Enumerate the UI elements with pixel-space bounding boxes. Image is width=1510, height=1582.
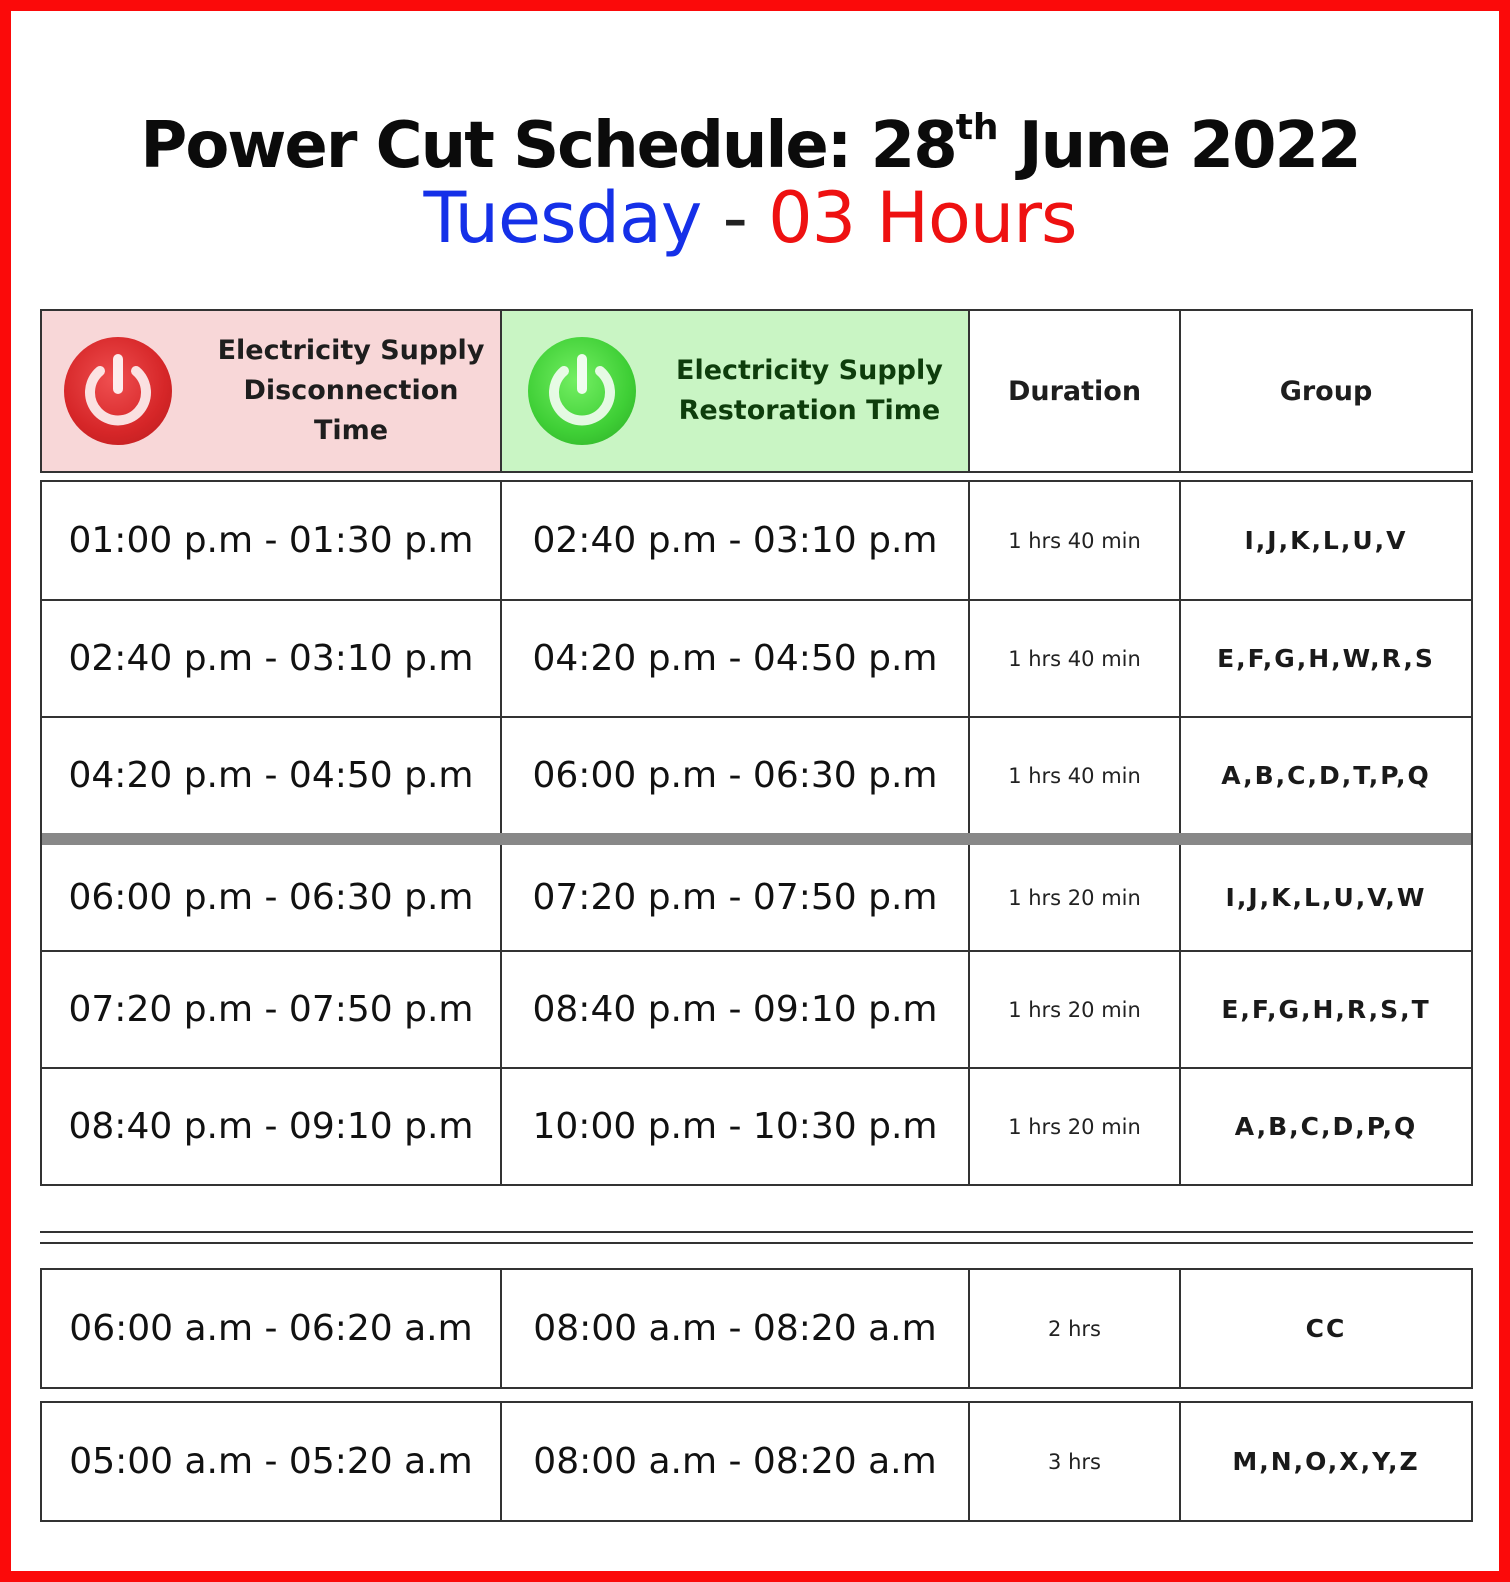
table-row bbox=[42, 1270, 1471, 1387]
disconnection-cell bbox=[42, 1270, 500, 1387]
duration-value: 3 hrs bbox=[1048, 1449, 1101, 1474]
disconnection-time: 06:00 a.m - 06:20 a.m bbox=[69, 1308, 473, 1349]
table-row bbox=[42, 482, 1471, 599]
restoration-time: 08:00 a.m - 08:20 a.m bbox=[533, 1308, 937, 1349]
restoration-time: 02:40 p.m - 03:10 p.m bbox=[532, 520, 938, 561]
restoration-label-line2: Restoration Time bbox=[678, 395, 941, 426]
duration-cell bbox=[968, 718, 1179, 833]
duration-value: 1 hrs 20 min bbox=[1008, 997, 1141, 1022]
group-cell bbox=[1179, 1069, 1471, 1184]
header-duration bbox=[968, 311, 1179, 471]
restoration-label bbox=[676, 351, 943, 431]
duration-value: 1 hrs 20 min bbox=[1008, 1114, 1141, 1139]
header-row bbox=[42, 311, 1471, 471]
table-row bbox=[42, 1403, 1471, 1520]
table-row bbox=[42, 833, 1471, 950]
duration-value: 2 hrs bbox=[1048, 1316, 1101, 1341]
restoration-cell bbox=[500, 1069, 968, 1184]
power-on-green-icon bbox=[528, 337, 636, 445]
title-suffix: June 2022 bbox=[998, 109, 1360, 183]
disconnection-cell bbox=[42, 845, 500, 950]
disconnection-cell bbox=[42, 601, 500, 716]
group-cell bbox=[1179, 718, 1471, 833]
duration-cell bbox=[968, 1403, 1179, 1520]
restoration-time: 08:40 p.m - 09:10 p.m bbox=[532, 989, 938, 1030]
schedule-header bbox=[40, 309, 1473, 473]
restoration-cell bbox=[500, 718, 968, 833]
duration-cell bbox=[968, 1270, 1179, 1387]
page-title bbox=[0, 86, 1500, 188]
header-restoration-time bbox=[500, 311, 968, 471]
restoration-cell bbox=[500, 1270, 968, 1387]
duration-value: 1 hrs 40 min bbox=[1008, 763, 1141, 788]
table-row bbox=[42, 599, 1471, 716]
group-value: I,J,K,L,U,V,W bbox=[1225, 883, 1427, 912]
disconnection-time: 05:00 a.m - 05:20 a.m bbox=[69, 1441, 473, 1482]
restoration-time: 04:20 p.m - 04:50 p.m bbox=[532, 638, 938, 679]
disconnection-time: 02:40 p.m - 03:10 p.m bbox=[68, 638, 474, 679]
group-cell bbox=[1179, 845, 1471, 950]
group-value: CC bbox=[1305, 1314, 1347, 1343]
duration-cell bbox=[968, 952, 1179, 1067]
disconnection-label-line1: Electricity Supply bbox=[217, 335, 485, 366]
header-disconnection-time bbox=[42, 311, 500, 471]
disconnection-cell bbox=[42, 1069, 500, 1184]
duration-cell bbox=[968, 1069, 1179, 1184]
page-subtitle bbox=[0, 176, 1500, 260]
table-row bbox=[42, 1067, 1471, 1184]
group-value: A,B,C,D,P,Q bbox=[1234, 1112, 1418, 1141]
section-divider bbox=[40, 1231, 1473, 1233]
power-off-red-icon bbox=[64, 337, 172, 445]
group-value: A,B,C,D,T,P,Q bbox=[1221, 761, 1431, 790]
restoration-cell bbox=[500, 952, 968, 1067]
restoration-time: 07:20 p.m - 07:50 p.m bbox=[532, 877, 938, 918]
group-cell bbox=[1179, 601, 1471, 716]
duration-label: Duration bbox=[1007, 375, 1142, 407]
duration-cell bbox=[968, 845, 1179, 950]
table-row bbox=[42, 950, 1471, 1067]
group-cell bbox=[1179, 1403, 1471, 1520]
restoration-cell bbox=[500, 482, 968, 599]
disconnection-time: 06:00 p.m - 06:30 p.m bbox=[68, 877, 474, 918]
disconnection-label-line2: Disconnection Time bbox=[243, 375, 459, 446]
disconnection-cell bbox=[42, 952, 500, 1067]
disconnection-cell bbox=[42, 1403, 500, 1520]
restoration-cell bbox=[500, 601, 968, 716]
disconnection-cell bbox=[42, 482, 500, 599]
restoration-time: 10:00 p.m - 10:30 p.m bbox=[532, 1106, 938, 1147]
subtitle-separator: - bbox=[701, 177, 769, 259]
header-group bbox=[1179, 311, 1471, 471]
restoration-time: 08:00 a.m - 08:20 a.m bbox=[533, 1441, 937, 1482]
extra-schedule-table bbox=[40, 1401, 1473, 1522]
restoration-label-line1: Electricity Supply bbox=[676, 355, 943, 386]
duration-value: 1 hrs 40 min bbox=[1008, 646, 1141, 671]
title-prefix: Power Cut Schedule: 28 bbox=[140, 109, 956, 183]
subtitle-hours: 03 Hours bbox=[768, 177, 1077, 259]
restoration-cell bbox=[500, 1403, 968, 1520]
duration-value: 1 hrs 40 min bbox=[1008, 528, 1141, 553]
disconnection-time: 01:00 p.m - 01:30 p.m bbox=[68, 520, 474, 561]
duration-cell bbox=[968, 601, 1179, 716]
disconnection-cell bbox=[42, 718, 500, 833]
disconnection-label bbox=[202, 331, 500, 451]
group-cell bbox=[1179, 1270, 1471, 1387]
group-value: I,J,K,L,U,V bbox=[1244, 526, 1408, 555]
group-value: E,F,G,H,W,R,S bbox=[1217, 644, 1435, 673]
subtitle-day: Tuesday bbox=[423, 177, 702, 259]
group-cell bbox=[1179, 952, 1471, 1067]
disconnection-time: 07:20 p.m - 07:50 p.m bbox=[68, 989, 474, 1030]
group-label: Group bbox=[1279, 375, 1373, 407]
schedule-table bbox=[40, 480, 1473, 1186]
extra-schedule-table bbox=[40, 1268, 1473, 1389]
duration-cell bbox=[968, 482, 1179, 599]
section-divider bbox=[40, 1242, 1473, 1244]
disconnection-time: 08:40 p.m - 09:10 p.m bbox=[68, 1106, 474, 1147]
disconnection-time: 04:20 p.m - 04:50 p.m bbox=[68, 755, 474, 796]
duration-value: 1 hrs 20 min bbox=[1008, 885, 1141, 910]
restoration-time: 06:00 p.m - 06:30 p.m bbox=[532, 755, 938, 796]
group-cell bbox=[1179, 482, 1471, 599]
group-value: E,F,G,H,R,S,T bbox=[1221, 995, 1431, 1024]
title-superscript: th bbox=[955, 107, 999, 148]
table-row bbox=[42, 716, 1471, 833]
restoration-cell bbox=[500, 845, 968, 950]
group-value: M,N,O,X,Y,Z bbox=[1232, 1447, 1420, 1476]
